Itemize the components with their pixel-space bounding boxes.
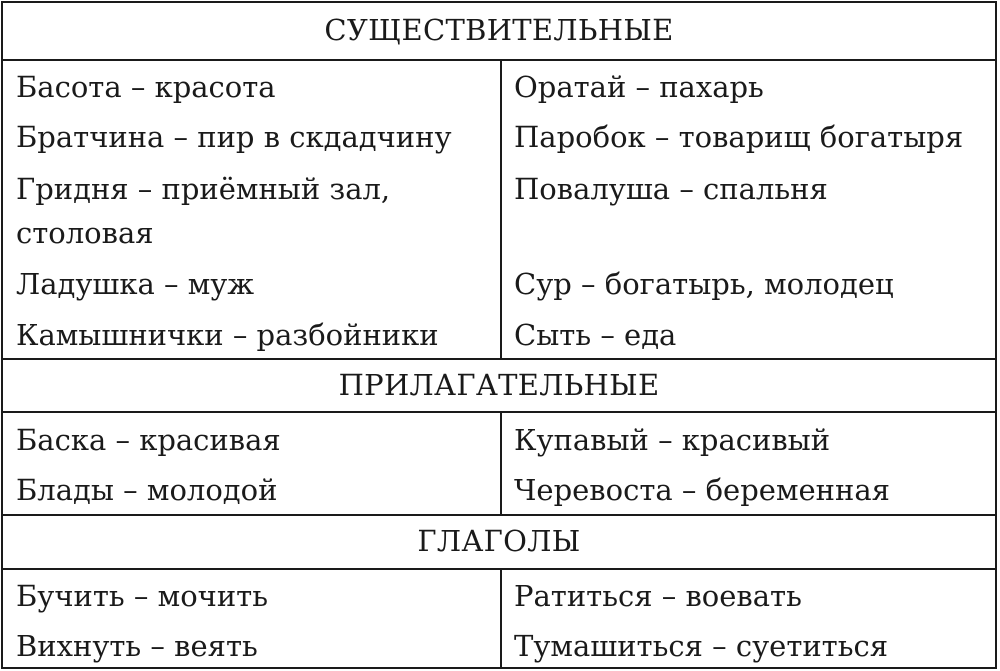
list-item: Сур – богатырь, молодец (514, 267, 894, 301)
list-item: Камышнички – разбойники (16, 318, 439, 352)
list-item: Оратай – пахарь (514, 70, 764, 104)
column-divider (500, 569, 502, 669)
column-divider (500, 412, 502, 515)
list-item: Баска – красивая (16, 423, 281, 457)
section-title-adjectives: ПРИЛАГАТЕЛЬНЫЕ (338, 368, 660, 402)
divider (3, 411, 995, 413)
glossary-table (1, 1, 997, 669)
divider (3, 59, 995, 61)
column-divider (500, 60, 502, 359)
list-item: Черевоста – беременная (514, 473, 890, 507)
list-item: Бучить – мочить (16, 579, 268, 613)
list-item: Басота – красота (16, 70, 276, 104)
list-item: Тумашиться – суетиться (514, 629, 889, 663)
list-item: Гридня – приёмный зал, (16, 172, 391, 206)
divider (3, 358, 995, 360)
list-item: Братчина – пир в скдадчину (16, 120, 452, 154)
list-item: Купавый – красивый (514, 423, 831, 457)
divider (3, 568, 995, 570)
section-title-nouns: СУЩЕСТВИТЕЛЬНЫЕ (324, 13, 674, 47)
list-item: Повалуша – спальня (514, 172, 828, 206)
list-item: Паробок – товарищ богатыря (514, 120, 964, 154)
list-item: Сыть – еда (514, 318, 677, 352)
list-item: Блады – молодой (16, 473, 278, 507)
list-item: Ладушка – муж (16, 267, 255, 301)
list-item: столовая (16, 216, 154, 250)
divider (3, 514, 995, 516)
list-item: Ратиться – воевать (514, 579, 802, 613)
list-item: Вихнуть – веять (16, 629, 258, 663)
section-title-verbs: ГЛАГОЛЫ (417, 524, 581, 558)
